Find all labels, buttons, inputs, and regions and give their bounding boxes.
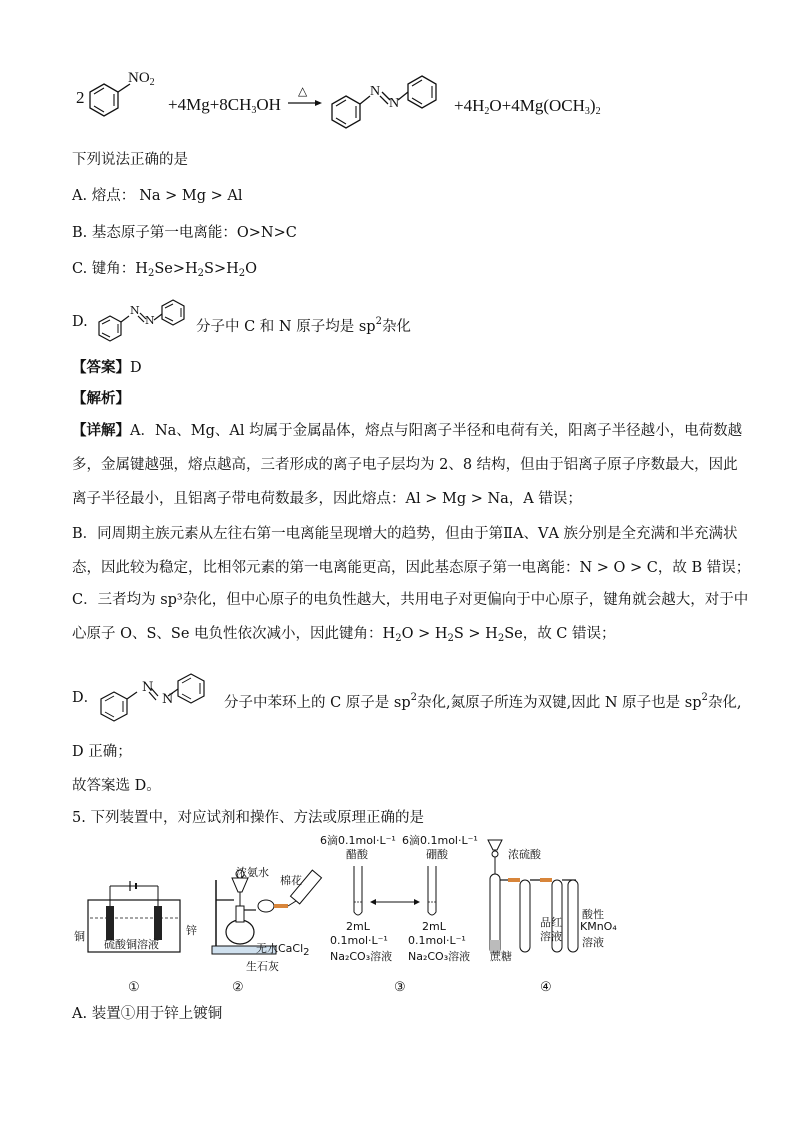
option-c: C. 键角：$H_2Se>H_2S>H_2O$ [72, 261, 258, 279]
fig3-right-vol: 2mL [422, 920, 446, 933]
reaction-arrow [286, 98, 324, 108]
detail-d-n1: N [142, 680, 154, 695]
heat-symbol: △ [298, 84, 308, 98]
detail-d-azobenzene [94, 662, 220, 724]
fig3-right-conc: 0.1mol·L⁻¹ [408, 934, 466, 947]
fig2-ammonia-label: 浓氨水 [236, 866, 269, 879]
detail-d-n2: N [162, 692, 174, 707]
option-d-azobenzene [94, 292, 194, 344]
option-b: B. 基态原子第一电离能：O>N>C [72, 225, 297, 241]
fig3-right-sol: Na₂CO₃溶液 [408, 950, 471, 963]
fig4-kmno4-label1: 酸性 [582, 908, 604, 921]
fig3-right-acid: 硼酸 [426, 848, 448, 861]
detail-d-prefix: D． [72, 690, 99, 706]
fig1-number: ① [128, 980, 140, 995]
q5-prompt: 5. 下列装置中，对应试剂和操作、方法或原理正确的是 [72, 810, 424, 826]
fig2-cotton-label: 棉花 [280, 874, 302, 887]
option-d-label: D. [72, 314, 88, 330]
fig2-number: ② [232, 980, 244, 995]
fig4-pinhong-label: 品红 [540, 916, 562, 929]
fig4-kmno4-label2: KMnO₄ [580, 920, 617, 933]
nitro-group-label: $NO_2$ [128, 70, 155, 88]
option-a: A. 熔点： Na > Mg > Al [72, 188, 243, 204]
reaction-coefficient: 2 [76, 88, 85, 107]
fig4-kmno4-label3: 溶液 [582, 936, 604, 949]
azobenzene-structure [326, 66, 448, 132]
fig3-left-conc: 0.1mol·L⁻¹ [330, 934, 388, 947]
fig4-acid-label: 浓硫酸 [508, 848, 541, 861]
detail-d-text: 分子中苯环上的 C 原子是 $sp^2$杂化,氮原子所连为双键,因此 N 原子也是 $sp^2$杂化, [224, 692, 742, 711]
fig3-right-drops: 6滴0.1mol·L⁻¹ [402, 834, 478, 847]
fig3-test-tubes [340, 862, 450, 922]
option-d-text: 分子中 C 和 N 原子均是 $sp^2$杂化 [196, 316, 411, 335]
fig2-cacl2-label: 无水CaCl2 [256, 942, 310, 958]
fig3-left-sol: Na₂CO₃溶液 [330, 950, 393, 963]
detail-line-3: 离子半径最小，且铝离子带电荷数最多，因此熔点：Al > Mg > Na，A 错误； [72, 491, 582, 507]
fig2-lime-label: 生石灰 [246, 960, 279, 973]
detail-d-conclusion: D 正确； [72, 744, 132, 760]
reactants-text: $+4Mg+8CH_3OH$ [168, 95, 281, 116]
azo-n2: N [389, 96, 400, 111]
fig4-number: ④ [540, 980, 552, 995]
detail-line-4: B．同周期主族元素从左往右第一电离能呈现增大的趋势，但由于第ⅡA、ⅤA 族分别是全充满和半充满状 [72, 526, 738, 542]
fig3-left-vol: 2mL [346, 920, 370, 933]
fig1-solution-label: 硫酸铜溶液 [104, 938, 159, 951]
question-prompt: 下列说法正确的是 [72, 152, 188, 168]
detail-line-7: 心原子 O、S、Se 电负性依次减小，因此键角：$H_2O > H_2S > H_2Se$，故 C 错误； [72, 626, 616, 644]
option-d-n1: N [130, 304, 140, 317]
detail-line-1: 【详解】A．Na、Mg、Al 均属于金属晶体，熔点与阳离子半径和电荷有关，阳离子半径越小，电荷数越 [72, 422, 743, 439]
detail-line-6: C．三者均为 sp³杂化，但中心原子的电负性越大，共用电子对更偏向于中心原子，键角就会越大，对于中 [72, 592, 749, 608]
fig3-left-acid: 醋酸 [346, 848, 368, 861]
products-text: $+4H_2O+4Mg(OCH_3)_2$ [454, 96, 601, 117]
analysis-label: 【解析】 [72, 390, 130, 407]
azo-n1: N [370, 84, 381, 99]
answer: 【答案】D [72, 359, 142, 376]
fig4-pinhong-solution: 溶液 [540, 930, 562, 943]
q5-option-a: A. 装置①用于锌上镀铜 [72, 1006, 223, 1022]
fig1-copper-label: 铜 [74, 930, 85, 943]
fig4-sugar-label: 蔗糖 [490, 950, 512, 963]
option-d-n2: N [145, 314, 155, 327]
fig1-zinc-label: 锌 [186, 924, 197, 937]
fig3-number: ③ [394, 980, 406, 995]
detail-line-2: 多，金属键越强，熔点越高，三者形成的离子电子层均为 2、8 结构，但由于铝离子原子序数最大，因此 [72, 457, 738, 473]
final-answer: 故答案选 D。 [72, 778, 161, 794]
fig3-left-drops: 6滴0.1mol·L⁻¹ [320, 834, 396, 847]
detail-line-5: 态，因此较为稳定，比相邻元素的第一电离能更高，因此基态原子第一电离能：N > O > C，故 B 错误； [72, 560, 751, 576]
